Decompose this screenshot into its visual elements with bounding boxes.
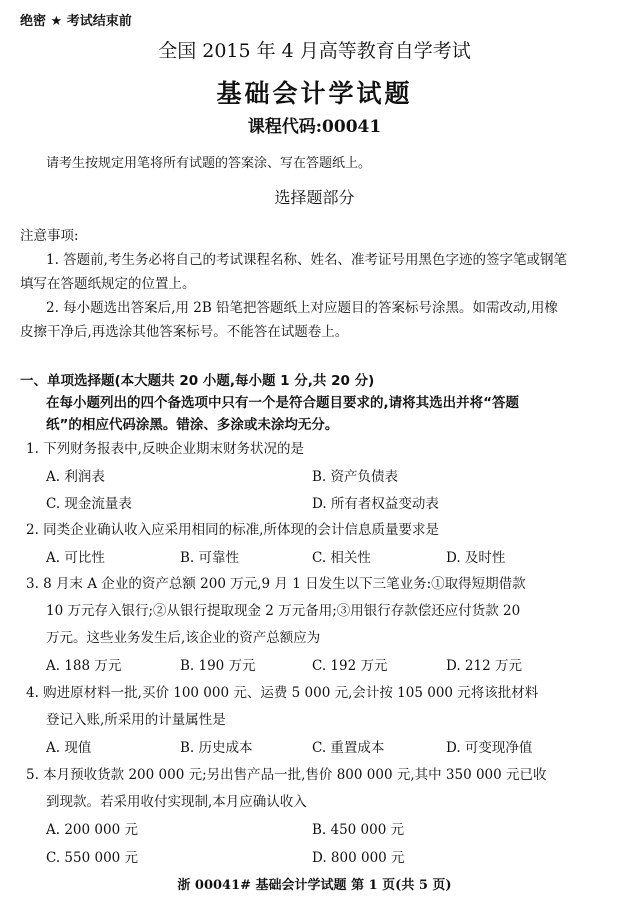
question-3-stem-line-2: 10 万元存入银行;②从银行提取现金 2 万元备用;③用银行存款偿还应付货款 20 (46, 603, 521, 619)
question-2-option-a: A. 可比性 (46, 550, 105, 566)
question-2-stem: 2. 同类企业确认收入应采用相同的标准,所体现的会计信息质量要求是 (26, 522, 439, 538)
notes-heading: 注意事项: (20, 228, 79, 244)
question-5-stem-line-1: 5. 本月预收货款 200 000 元;另出售产品一批,售价 800 000 元,其中 350 000 元已收 (26, 767, 547, 783)
question-5-option-d: D. 800 000 元 (312, 850, 405, 866)
page-footer: 浙 00041# 基础会计学试题 第 1 页(共 5 页) (177, 878, 452, 893)
note-1-line-2: 填写在答题纸规定的位置上。 (20, 276, 196, 292)
question-1-stem: 1. 下列财务报表中,反映企业期末财务状况的是 (26, 441, 304, 457)
question-2-option-c: C. 相关性 (312, 550, 371, 566)
part1-heading: 一、单项选择题(本大题共 20 小题,每小题 1 分,共 20 分) (20, 373, 375, 389)
secret-mark: 绝密 ★ 考试结束前 (20, 14, 132, 29)
question-3-option-a: A. 188 万元 (46, 658, 122, 674)
question-4-option-b: B. 历史成本 (180, 740, 253, 756)
question-4-stem-line-2: 登记入账,所采用的计量属性是 (46, 712, 226, 728)
question-5-stem-line-2: 到现款。若采用收付实现制,本月应确认收入 (46, 794, 307, 810)
question-5-option-b: B. 450 000 元 (312, 822, 405, 838)
question-3-stem-line-1: 3. 8 月末 A 企业的资产总额 200 万元,9 月 1 日发生以下三笔业务:①取得短期借款 (26, 576, 526, 592)
part1-instr-line-2: 纸”的相应代码涂黑。错涂、多涂或未涂均无分。 (46, 417, 339, 433)
question-1-option-b: B. 资产负债表 (312, 469, 399, 485)
question-3-option-b: B. 190 万元 (180, 658, 256, 674)
note-2-line-2: 皮擦干净后,再选涂其他答案标号。不能答在试题卷上。 (20, 324, 349, 340)
question-2-option-b: B. 可靠性 (180, 550, 240, 566)
question-1-option-c: C. 现金流量表 (46, 496, 132, 512)
note-1-line-1: 1. 答题前,考生务必将自己的考试课程名称、姓名、准考证号用黑色字迹的签字笔或钢笔 (46, 252, 567, 268)
question-4-option-a: A. 现值 (46, 740, 92, 756)
question-3-option-d: D. 212 万元 (446, 658, 522, 674)
exam-title: 全国 2015 年 4 月高等教育自学考试 (158, 40, 471, 62)
course-code: 课程代码:00041 (247, 117, 382, 137)
question-3-option-c: C. 192 万元 (312, 658, 388, 674)
question-1-option-d: D. 所有者权益变动表 (312, 496, 439, 512)
question-4-option-c: C. 重置成本 (312, 740, 385, 756)
question-1-option-a: A. 利润表 (46, 469, 105, 485)
subject-title: 基础会计学试题 (216, 79, 413, 108)
question-4-option-d: D. 可变现净值 (446, 740, 533, 756)
question-2-option-d: D. 及时性 (446, 550, 506, 566)
question-5-option-a: A. 200 000 元 (46, 822, 138, 838)
answer-instruction: 请考生按规定用笔将所有试题的答案涂、写在答题纸上。 (46, 156, 372, 171)
question-5-option-c: C. 550 000 元 (46, 850, 139, 866)
note-2-line-1: 2. 每小题选出答案后,用 2B 铅笔把答题纸上对应题目的答案标号涂黑。如需改动,用橡 (46, 300, 558, 316)
section-title: 选择题部分 (274, 188, 355, 207)
question-4-stem-line-1: 4. 购进原材料一批,买价 100 000 元、运费 5 000 元,会计按 105 000 元将该批材料 (26, 685, 539, 701)
part1-instr-line-1: 在每小题列出的四个备选项中只有一个是符合题目要求的,请将其选出并将“答题 (46, 395, 519, 411)
question-3-stem-line-3: 万元。这些业务发生后,该企业的资产总额应为 (46, 630, 321, 646)
